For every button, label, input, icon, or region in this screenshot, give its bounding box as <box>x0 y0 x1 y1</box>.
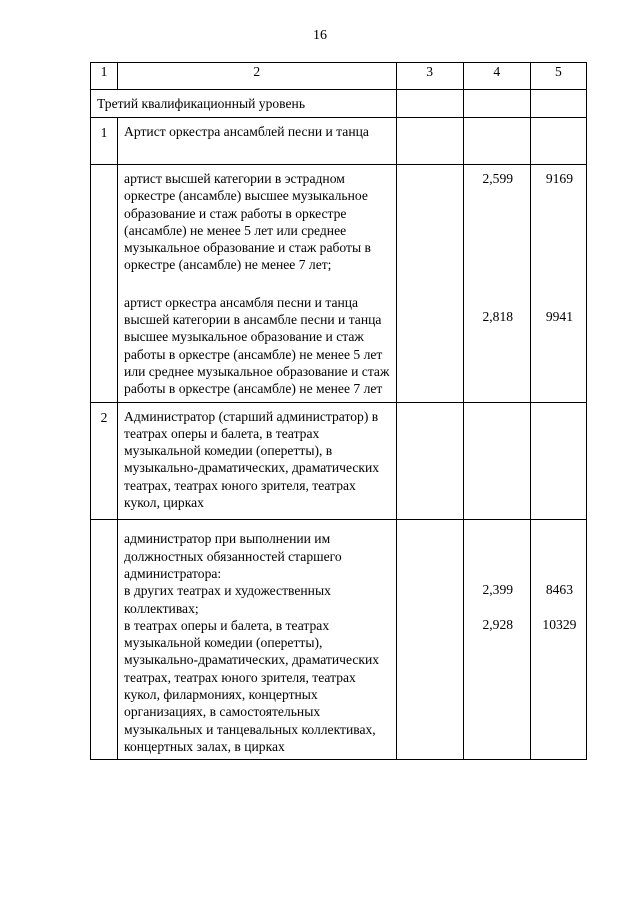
page-number: 16 <box>313 28 327 43</box>
coefficient-cell <box>463 165 530 403</box>
level-title: Третий квалификационный уровень <box>91 90 397 118</box>
coefficient: 2,399 <box>482 582 514 598</box>
item-text: в театрах оперы и балета, в театрах музыкальной комедии (оперетты), музыкально-драматических, драматических театрах, театрах юного зрителя, театрах кукол, филармониях, концертных организациях, в самостоятельных музыкальных и танцевальных коллективах, концертных залах, в цирках <box>124 617 380 754</box>
table-row <box>91 520 587 760</box>
item-text: в других театрах и художественных коллективах; <box>124 583 331 616</box>
table-header-row <box>91 63 587 90</box>
level-row <box>91 90 587 118</box>
column-header: 3 <box>396 63 463 90</box>
salary: 8463 <box>545 582 574 598</box>
column-header: 1 <box>91 63 118 90</box>
salary: 9169 <box>545 171 574 186</box>
salary-cell <box>530 165 586 403</box>
row-number: 2 <box>91 402 118 520</box>
item-intro: администратор при выполнении им должностных обязанностей старшего администратора: <box>124 531 342 581</box>
item-text: артист оркестра ансамбля песни и танца высшей категории в ансамбле песни и танца высшее музыкальное образование и стаж работы в оркестре (ансамбле) не менее 5 лет или среднее музыкальное образование и стаж работы в оркестре (ансамбле) не менее 7 лет <box>124 294 390 397</box>
coefficient: 2,599 <box>482 171 514 186</box>
salary: 9941 <box>545 309 574 325</box>
salary: 10329 <box>542 616 577 632</box>
position-title: Администратор (старший администратор) в театрах оперы и балета, в театрах музыкальной комедии (оперетты), в музыкально-драматических, драматических театрах, театрах юного зрителя, театрах кукол, цирках <box>118 402 397 520</box>
column-header: 5 <box>530 63 586 90</box>
position-details <box>118 165 397 403</box>
column-header: 2 <box>118 63 397 90</box>
table-row <box>91 165 587 403</box>
table-row <box>91 118 587 165</box>
row-number: 1 <box>91 118 118 165</box>
item-text: артист высшей категории в эстрадном оркестре (ансамбле) высшее музыкальное образование и стаж работы в оркестре (ансамбле) не менее 5 лет или среднее музыкальное образование и стаж работы в оркестре (ансамбле) не менее 7 лет; <box>124 171 371 273</box>
position-title: Артист оркестра ансамблей песни и танца <box>118 118 397 165</box>
coefficient: 2,818 <box>482 309 514 325</box>
coefficient-cell <box>463 520 530 760</box>
table-row <box>91 402 587 520</box>
position-details <box>118 520 397 760</box>
salary-table <box>90 62 587 760</box>
salary-cell <box>530 520 586 760</box>
coefficient: 2,928 <box>482 616 514 632</box>
column-header: 4 <box>463 63 530 90</box>
